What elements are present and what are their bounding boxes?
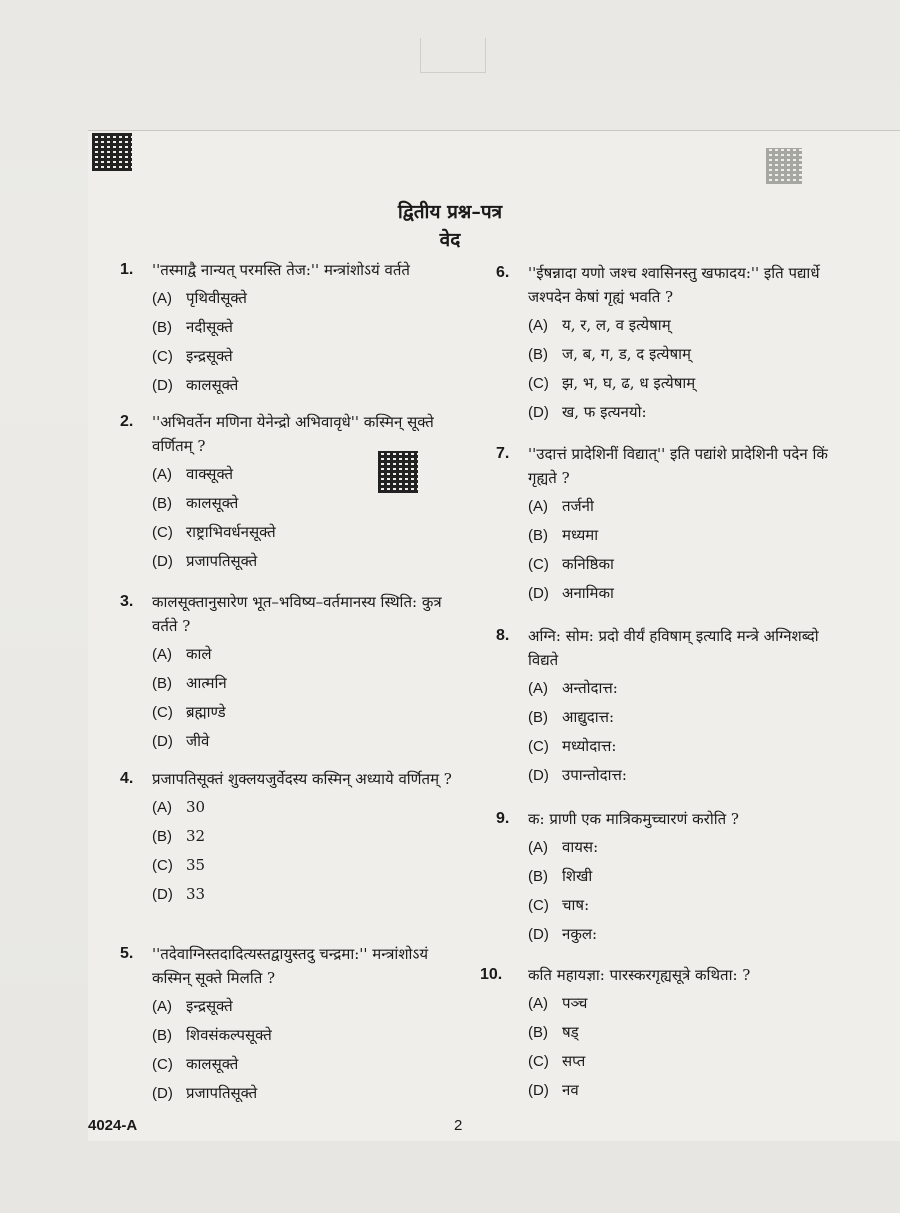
- option-text: कनिष्ठिका: [562, 555, 614, 573]
- option-text: काले: [186, 645, 212, 663]
- question-3: [120, 590, 452, 754]
- option-c[interactable]: [152, 700, 452, 725]
- option-c[interactable]: [528, 552, 828, 577]
- option-text: सप्त: [562, 1052, 586, 1070]
- question-1: [120, 258, 462, 398]
- question-number: 6.: [496, 264, 510, 281]
- option-label: (A): [528, 839, 548, 856]
- option-text: 35: [186, 856, 206, 874]
- option-label: (D): [152, 886, 173, 903]
- option-text: कालसूक्ते: [186, 1055, 239, 1073]
- option-b[interactable]: [152, 1023, 452, 1048]
- option-text: मध्योदात्त:: [562, 737, 617, 755]
- option-b[interactable]: [528, 342, 828, 367]
- paper-code: 4024-A: [88, 1117, 138, 1134]
- question-text: ''ईषन्नादा यणो जश्च श्वासिनस्तु खफादय:'' इति पद्यार्धे जश्पदेन केषां गृह्यं भवति ?: [528, 264, 820, 306]
- option-text: इन्द्रसूक्ते: [186, 347, 233, 365]
- option-text: षड्: [562, 1023, 579, 1041]
- option-text: उपान्तोदात्त:: [562, 766, 627, 784]
- option-label: (D): [528, 585, 549, 602]
- option-label: (B): [528, 868, 548, 885]
- question-10: [480, 963, 828, 1103]
- question-9: [496, 807, 828, 947]
- question-number: 1.: [120, 261, 134, 278]
- option-b[interactable]: [528, 705, 828, 730]
- qr-code-icon: [766, 148, 802, 184]
- option-text: ब्रह्माण्डे: [186, 703, 226, 721]
- option-text: मध्यमा: [562, 526, 599, 544]
- option-label: (B): [152, 495, 172, 512]
- top-box: [420, 38, 486, 73]
- option-label: (B): [152, 675, 172, 692]
- option-c[interactable]: [152, 1052, 452, 1077]
- option-label: (B): [152, 1027, 172, 1044]
- option-a[interactable]: [152, 795, 452, 820]
- option-label: (A): [152, 466, 172, 483]
- option-c[interactable]: [152, 344, 462, 369]
- option-label: (C): [152, 348, 173, 365]
- option-text: झ, भ, घ, ढ, ध इत्येषाम्: [562, 374, 696, 392]
- option-text: राष्ट्राभिवर्धनसूक्ते: [186, 523, 276, 541]
- option-label: (D): [528, 926, 549, 943]
- option-text: इन्द्रसूक्ते: [186, 997, 233, 1015]
- option-d[interactable]: [152, 373, 462, 398]
- option-text: कालसूक्ते: [186, 376, 239, 394]
- option-b[interactable]: [152, 315, 462, 340]
- question-text: ''तस्माद्वै नान्यत् परमस्ति तेज:'' मन्त्रांशोऽयं वर्तते: [152, 261, 410, 279]
- option-c[interactable]: [152, 520, 452, 545]
- option-text: आत्मनि: [186, 674, 227, 692]
- option-d[interactable]: [152, 1081, 452, 1106]
- option-b[interactable]: [528, 523, 828, 548]
- option-d[interactable]: [528, 1078, 828, 1103]
- option-a[interactable]: [152, 462, 452, 487]
- question-5: [120, 942, 452, 1106]
- option-text: वायस:: [562, 838, 599, 856]
- option-d[interactable]: [152, 729, 452, 754]
- qr-code-icon: [92, 133, 132, 171]
- option-d[interactable]: [152, 882, 452, 907]
- option-text: कालसूक्ते: [186, 494, 239, 512]
- option-text: आद्युदात्त:: [562, 708, 615, 726]
- option-label: (A): [528, 680, 548, 697]
- option-a[interactable]: [528, 676, 828, 701]
- option-text: 30: [186, 798, 206, 816]
- option-d[interactable]: [152, 549, 452, 574]
- option-label: (A): [152, 799, 172, 816]
- paper-title: द्वितीय प्रश्न–पत्र: [397, 201, 503, 223]
- option-label: (B): [152, 319, 172, 336]
- option-text: 33: [186, 885, 206, 903]
- option-label: (C): [152, 1056, 173, 1073]
- option-label: (D): [152, 553, 173, 570]
- option-text: नव: [562, 1081, 579, 1099]
- option-b[interactable]: [528, 1020, 828, 1045]
- option-c[interactable]: [528, 371, 828, 396]
- option-text: शिखी: [562, 867, 593, 885]
- option-label: (C): [528, 897, 549, 914]
- option-text: अनामिका: [562, 584, 614, 602]
- page-number: 2: [454, 1117, 463, 1134]
- option-c[interactable]: [528, 734, 828, 759]
- option-a[interactable]: [528, 313, 828, 338]
- option-label: (C): [528, 556, 549, 573]
- question-text: ''उदात्तं प्रादेशिनीं विद्यात्'' इति पद्यांशे प्रादेशिनी पदेन किं गृह्यते ?: [528, 445, 828, 487]
- option-label: (C): [528, 1053, 549, 1070]
- option-text: प्रजापतिसूक्ते: [186, 1084, 258, 1102]
- option-label: (B): [528, 709, 548, 726]
- option-label: (A): [528, 317, 548, 334]
- question-number: 7.: [496, 445, 510, 462]
- option-label: (A): [528, 498, 548, 515]
- question-number: 5.: [120, 945, 134, 962]
- option-text: चाष:: [562, 896, 590, 914]
- option-a[interactable]: [528, 835, 828, 860]
- option-label: (C): [152, 704, 173, 721]
- question-4: [120, 767, 452, 907]
- option-text: अन्तोदात्त:: [562, 679, 618, 697]
- option-label: (B): [152, 828, 172, 845]
- option-text: नकुल:: [562, 925, 598, 943]
- question-text: क: प्राणी एक मात्रिकमुच्चारणं करोति ?: [528, 810, 739, 828]
- option-label: (C): [152, 857, 173, 874]
- question-text: कति महायज्ञा: पारस्करगृह्यसूत्रे कथिता: ?: [528, 966, 751, 984]
- option-d[interactable]: [528, 763, 828, 788]
- option-text: पृथिवीसूक्ते: [186, 289, 247, 307]
- question-number: 2.: [120, 413, 134, 430]
- option-text: पञ्च: [562, 994, 588, 1012]
- question-2: [120, 410, 452, 574]
- question-number: 4.: [120, 770, 134, 787]
- option-label: (C): [152, 524, 173, 541]
- option-label: (D): [152, 1085, 173, 1102]
- option-a[interactable]: [528, 991, 828, 1016]
- option-text: वाक्सूक्ते: [186, 465, 234, 483]
- option-label: (D): [528, 1082, 549, 1099]
- question-text: प्रजापतिसूक्तं शुक्लयजुर्वेदस्य कस्मिन् अध्याये वर्णितम् ?: [152, 770, 452, 788]
- option-a[interactable]: [152, 642, 452, 667]
- option-text: ज, ब, ग, ड, द इत्येषाम्: [562, 345, 691, 363]
- question-text: कालसूक्तानुसारेण भूत–भविष्य–वर्तमानस्य स्थिति: कुत्र वर्तते ?: [152, 593, 442, 635]
- option-label: (A): [152, 646, 172, 663]
- option-text: शिवसंकल्पसूक्ते: [186, 1026, 272, 1044]
- question-number: 10.: [480, 966, 503, 983]
- option-b[interactable]: [528, 864, 828, 889]
- question-text: अग्नि: सोम: प्रदो वीर्यं हविषाम् इत्यादि मन्त्रे अग्निशब्दो विद्यते: [528, 627, 819, 669]
- option-d[interactable]: [528, 400, 828, 425]
- option-b[interactable]: [152, 671, 452, 696]
- option-text: य, र, ल, व इत्येषाम्: [562, 316, 671, 334]
- question-number: 8.: [496, 627, 510, 644]
- question-number: 3.: [120, 593, 134, 610]
- option-b[interactable]: [152, 491, 452, 516]
- option-text: तर्जनी: [562, 497, 594, 515]
- subject-title: वेद: [439, 229, 461, 251]
- option-label: (D): [528, 767, 549, 784]
- option-b[interactable]: [152, 824, 452, 849]
- option-a[interactable]: [152, 286, 462, 311]
- option-label: (B): [528, 527, 548, 544]
- option-text: नदीसूक्ते: [186, 318, 233, 336]
- option-label: (D): [528, 404, 549, 421]
- option-label: (D): [152, 733, 173, 750]
- option-label: (A): [152, 998, 172, 1015]
- question-6: [496, 261, 828, 425]
- option-c[interactable]: [528, 893, 828, 918]
- option-label: (A): [152, 290, 172, 307]
- option-text: प्रजापतिसूक्ते: [186, 552, 258, 570]
- option-a[interactable]: [528, 494, 828, 519]
- option-label: (C): [528, 738, 549, 755]
- option-c[interactable]: [152, 853, 452, 878]
- option-label: (B): [528, 346, 548, 363]
- option-c[interactable]: [528, 1049, 828, 1074]
- option-label: (A): [528, 995, 548, 1012]
- question-7: [496, 442, 828, 606]
- option-d[interactable]: [528, 922, 828, 947]
- option-label: (C): [528, 375, 549, 392]
- option-a[interactable]: [152, 994, 452, 1019]
- question-text: ''अभिवर्तेन मणिना येनेन्द्रो अभिवावृधे'' कस्मिन् सूक्ते वर्णितम् ?: [152, 413, 434, 455]
- option-d[interactable]: [528, 581, 828, 606]
- question-text: ''तदेवाग्निस्तदादित्यस्तद्वायुस्तदु चन्द्रमा:'' मन्त्रांशोऽयं कस्मिन् सूक्ते मिलति ?: [152, 945, 429, 987]
- question-8: [496, 624, 828, 788]
- option-text: ख, फ इत्यनयो:: [562, 403, 647, 421]
- option-text: जीवे: [186, 732, 210, 750]
- option-label: (B): [528, 1024, 548, 1041]
- option-text: 32: [186, 827, 206, 845]
- question-number: 9.: [496, 810, 510, 827]
- option-label: (D): [152, 377, 173, 394]
